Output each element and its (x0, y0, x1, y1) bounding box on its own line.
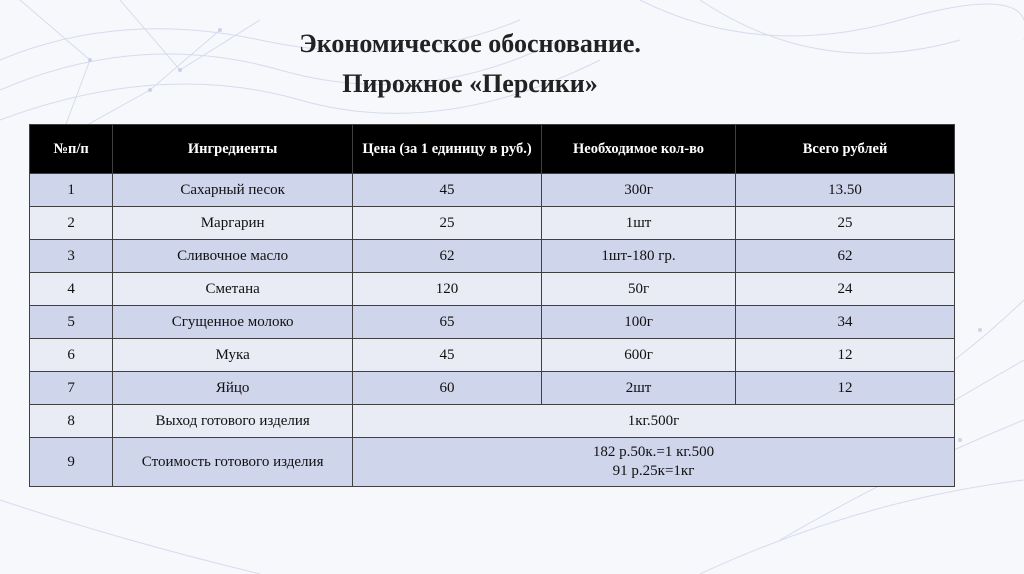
row-number: 2 (30, 207, 113, 240)
row-ingredient: Сгущенное молоко (113, 306, 353, 339)
row-ingredient: Сливочное масло (113, 240, 353, 273)
row-total: 13.50 (736, 174, 955, 207)
table-row (30, 372, 955, 405)
row-number: 7 (30, 372, 113, 405)
row-number: 9 (30, 438, 113, 487)
cost-value-line-1: 182 р.50к.=1 кг.500 (592, 444, 715, 460)
row-total: 25 (736, 207, 955, 240)
row-quantity: 2шт (542, 372, 736, 405)
table-row (30, 240, 955, 273)
table-row (30, 339, 955, 372)
header-ingredients: Ингредиенты (113, 125, 353, 174)
header-price: Цена (за 1 единицу в руб.) (353, 125, 542, 174)
header-total: Всего рублей (736, 125, 955, 174)
table-row (30, 207, 955, 240)
row-total: 12 (736, 339, 955, 372)
row-quantity: 100г (542, 306, 736, 339)
row-quantity: 600г (542, 339, 736, 372)
row-price: 45 (353, 339, 542, 372)
row-quantity: 300г (542, 174, 736, 207)
row-quantity: 1шт (542, 207, 736, 240)
row-quantity: 50г (542, 273, 736, 306)
row-number: 8 (30, 405, 113, 438)
page-title (0, 24, 940, 104)
row-total: 24 (736, 273, 955, 306)
row-number: 1 (30, 174, 113, 207)
economic-table (29, 124, 955, 487)
cost-value (353, 438, 955, 487)
cost-row (30, 438, 955, 487)
row-total: 12 (736, 372, 955, 405)
row-quantity: 1шт-180 гр. (542, 240, 736, 273)
header-number: №п/п (30, 125, 113, 174)
title-line-1: Экономическое обоснование. (299, 29, 641, 58)
table-row (30, 174, 955, 207)
row-total: 34 (736, 306, 955, 339)
row-number: 3 (30, 240, 113, 273)
row-price: 45 (353, 174, 542, 207)
row-ingredient: Маргарин (113, 207, 353, 240)
header-quantity: Необходимое кол-во (542, 125, 736, 174)
row-number: 4 (30, 273, 113, 306)
row-price: 25 (353, 207, 542, 240)
row-price: 120 (353, 273, 542, 306)
yield-value: 1кг.500г (353, 405, 955, 438)
row-number: 5 (30, 306, 113, 339)
row-price: 65 (353, 306, 542, 339)
row-ingredient: Сахарный песок (113, 174, 353, 207)
row-ingredient: Выход готового изделия (113, 405, 353, 438)
row-ingredient: Стоимость готового изделия (113, 438, 353, 487)
yield-row (30, 405, 955, 438)
table-header-row (30, 125, 955, 174)
cost-value-line-2: 91 р.25к=1кг (612, 463, 695, 479)
row-total: 62 (736, 240, 955, 273)
title-line-2: Пирожное «Персики» (342, 69, 598, 98)
row-ingredient: Мука (113, 339, 353, 372)
row-ingredient: Яйцо (113, 372, 353, 405)
row-price: 62 (353, 240, 542, 273)
table-row (30, 273, 955, 306)
row-ingredient: Сметана (113, 273, 353, 306)
row-price: 60 (353, 372, 542, 405)
table-row (30, 306, 955, 339)
row-number: 6 (30, 339, 113, 372)
